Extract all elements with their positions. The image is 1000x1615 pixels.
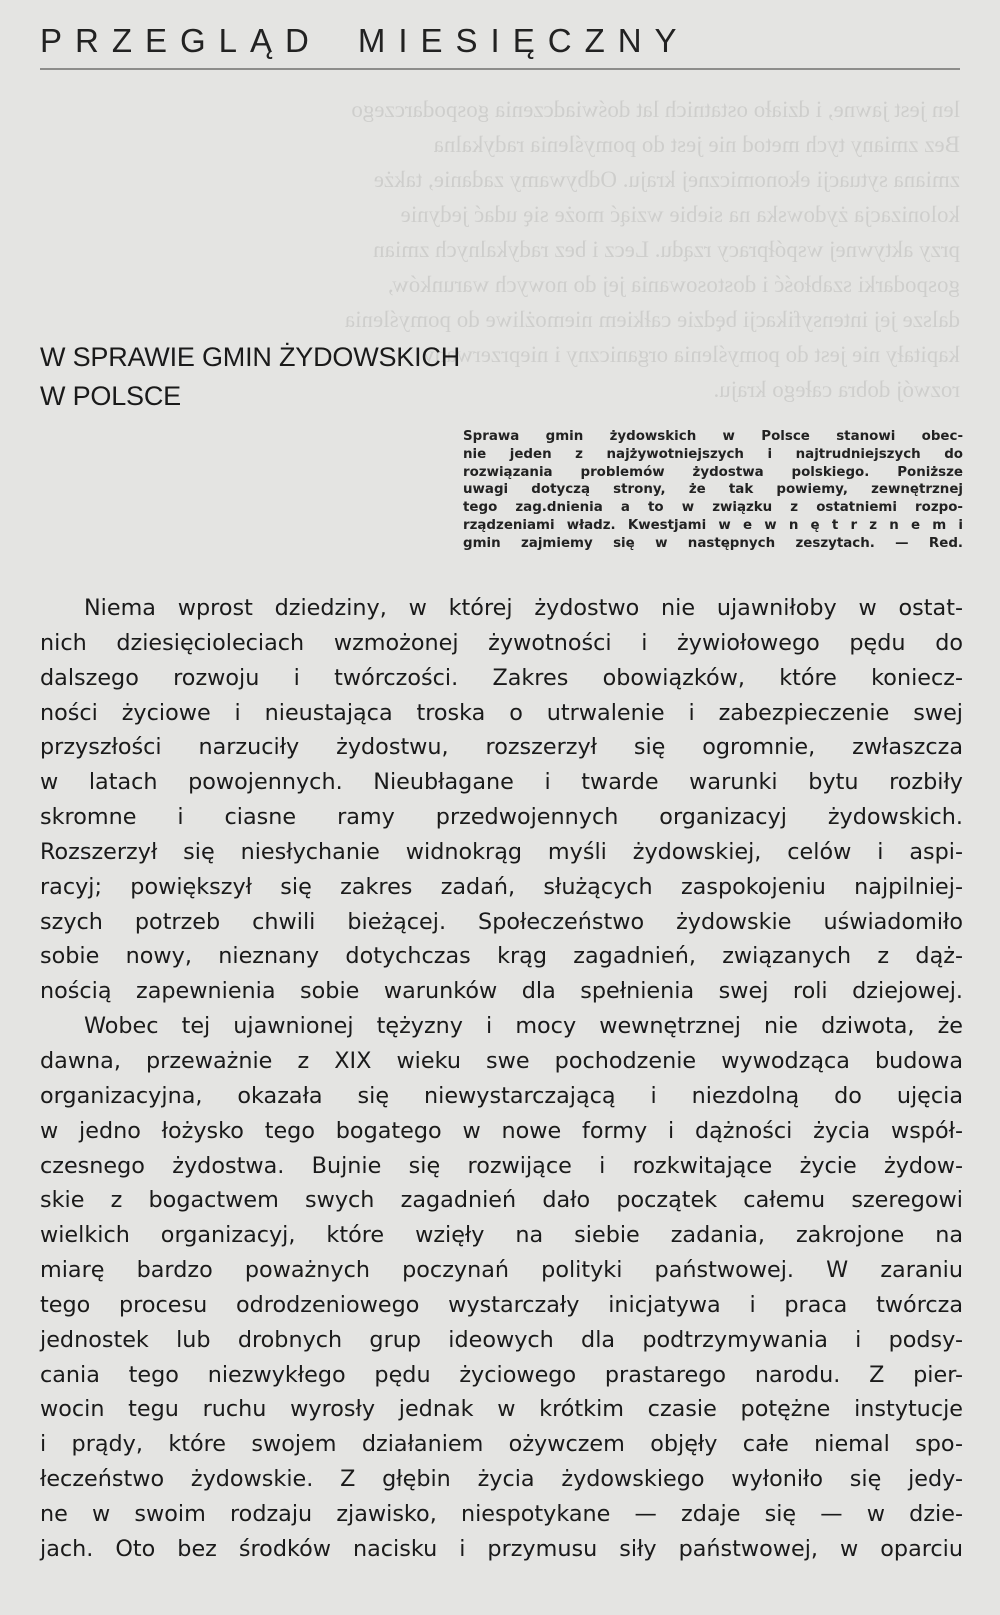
- body-line: Niema wprost dziedziny, w której żydostwo nie ujawniłoby w ostat-: [84, 595, 963, 621]
- body-line: cania tego niezwykłego pędu życiowego prastarego narodu. Z pier-: [40, 1361, 963, 1388]
- editor-note-line: gmin zajmiemy się w następnych zeszytach. — Red.: [463, 535, 963, 551]
- editor-note-line: nie jeden z najżywotniejszych i najtrudniejszych do: [463, 446, 963, 462]
- ghost-line: kolonizacja żydowska na siebie wziąć może się udać jedynie: [400, 202, 960, 227]
- header-rule: [40, 68, 960, 70]
- body-line: skromne i ciasne ramy przedwojennych organizacyj żydowskich.: [40, 804, 963, 831]
- body-line: Wobec tej ujawnionej tężyzny i mocy wewnętrznej nie dziwota, że: [84, 1013, 963, 1040]
- body-line: tego procesu odrodzeniowego wystarczały inicjatywa i praca twórcza: [40, 1291, 963, 1318]
- body-line: miarę bardzo poważnych poczynań polityki państwowej. W zaraniu: [40, 1257, 963, 1284]
- article-title: [40, 338, 640, 416]
- body-line: Rozszerzył się niesłychanie widnokrąg myśli żydowskiej, celów i aspi-: [40, 838, 963, 865]
- ghost-line: kapitały nie jest do pomyślenia organiczny i nieprzerwany: [423, 342, 960, 367]
- body-line: wielkich organizacyj, które wzięły na siebie zadania, zakrojone na: [40, 1222, 963, 1249]
- body-line: racyj; powiększył się zakres zadań, służących zaspokojeniu najpilniej-: [40, 873, 963, 900]
- body-line: skie z bogactwem swych zagadnień dało początek całemu szeregowi: [40, 1187, 963, 1214]
- body-line: dalszego rozwoju i twórczości. Zakres obowiązków, które koniecz-: [40, 664, 963, 691]
- ghost-line: dalsze jej intensyfikacji będzie całkiem niemożliwe do pomyślenia: [344, 307, 960, 332]
- article-title-line-1: W SPRAWIE GMIN ŻYDOWSKICH: [40, 342, 460, 372]
- body-line: w latach powojennych. Nieubłagane i twarde warunki bytu rozbiły: [40, 769, 963, 796]
- body-line: czesnego żydostwa. Bujnie się rozwijące i rozkwitające życie żydow-: [40, 1152, 963, 1179]
- body-line: i prądy, które swojem działaniem ożywczem objęły całe niemal spo-: [40, 1431, 963, 1458]
- body-line: ne w swoim rodzaju zjawisko, niespotykane — zdaje się — w dzie-: [40, 1500, 963, 1527]
- ghost-line: Bez zmiany tych metod nie jest do pomyślenia radykalna: [433, 132, 960, 157]
- body-line: dawna, przeważnie z XIX wieku swe pochodzenie wywodząca budowa: [40, 1047, 963, 1074]
- article-body: [40, 591, 963, 1567]
- body-line: nich dziesięcioleciach wzmożonej żywotności i żywiołowego pędu do: [40, 629, 963, 656]
- editor-note-line: rozwiązania problemów żydostwa polskiego. Poniższe: [463, 464, 963, 480]
- body-line: szych potrzeb chwili bieżącej. Społeczeństwo żydowskie uświadomiło: [40, 908, 963, 935]
- body-line: przyszłości narzuciły żydostwu, rozszerzył się ogromnie, zwłaszcza: [40, 734, 963, 761]
- body-line: organizacyjna, okazała się niewystarczającą i niezdolną do ujęcia: [40, 1082, 963, 1109]
- body-line: łeczeństwo żydowskie. Z głębin życia żydowskiego wyłoniło się jedy-: [40, 1466, 963, 1493]
- ghost-line: rozwój dobra całego kraju.: [713, 377, 960, 402]
- ghost-line: zmiana sytuacji ekonomicznej kraju. Odbywamy zadanie, także: [373, 167, 960, 192]
- ghost-line: gospodarki szabłość i dostosowania jej do nowych warunków,: [387, 272, 960, 297]
- body-line: wocin tegu ruchu wyrosły jednak w krótkim czasie potężne instytucje: [40, 1396, 963, 1423]
- editor-note-line: uwagi dotyczą strony, że tak powiemy, zewnętrznej: [463, 482, 963, 498]
- editor-note: [463, 428, 963, 553]
- ghost-line: przy aktywnej współpracy rządu. Lecz i bez radykalnych zmian: [373, 237, 960, 262]
- running-head: [40, 22, 962, 60]
- running-head-word-1: PRZEGLĄD: [40, 22, 322, 59]
- body-line: ności życiowe i nieustająca troska o utrwalenie i zabezpieczenie swej: [40, 699, 963, 726]
- editor-note-line: rządzeniami władz. Kwestjami w e w n ę t r z n e m i: [463, 517, 963, 533]
- editor-note-line: tego zag.dnienia a to w związku z ostatniemi rozpo-: [463, 500, 963, 516]
- ghost-line: len jest jawne, i działo ostatnich lat doświadczenia gospodarczego: [351, 97, 960, 122]
- running-head-word-2: MIESIĘCZNY: [357, 22, 690, 59]
- body-line: sobie nowy, nieznany dotychczas krąg zagadnień, związanych z dąż-: [40, 943, 963, 970]
- body-line: nością zapewnienia sobie warunków dla spełnienia swej roli dziejowej.: [40, 978, 963, 1005]
- article-title-line-2: W POLSCE: [40, 381, 181, 411]
- editor-note-line: Sprawa gmin żydowskich w Polsce stanowi obec-: [463, 429, 963, 444]
- body-line: jach. Oto bez środków nacisku i przymusu siły państwowej, w oparciu: [40, 1535, 963, 1562]
- body-line: w jedno łożysko tego bogatego w nowe formy i dążności życia współ-: [40, 1117, 963, 1144]
- body-line: jednostek lub drobnych grup ideowych dla podtrzymywania i podsy-: [40, 1326, 963, 1353]
